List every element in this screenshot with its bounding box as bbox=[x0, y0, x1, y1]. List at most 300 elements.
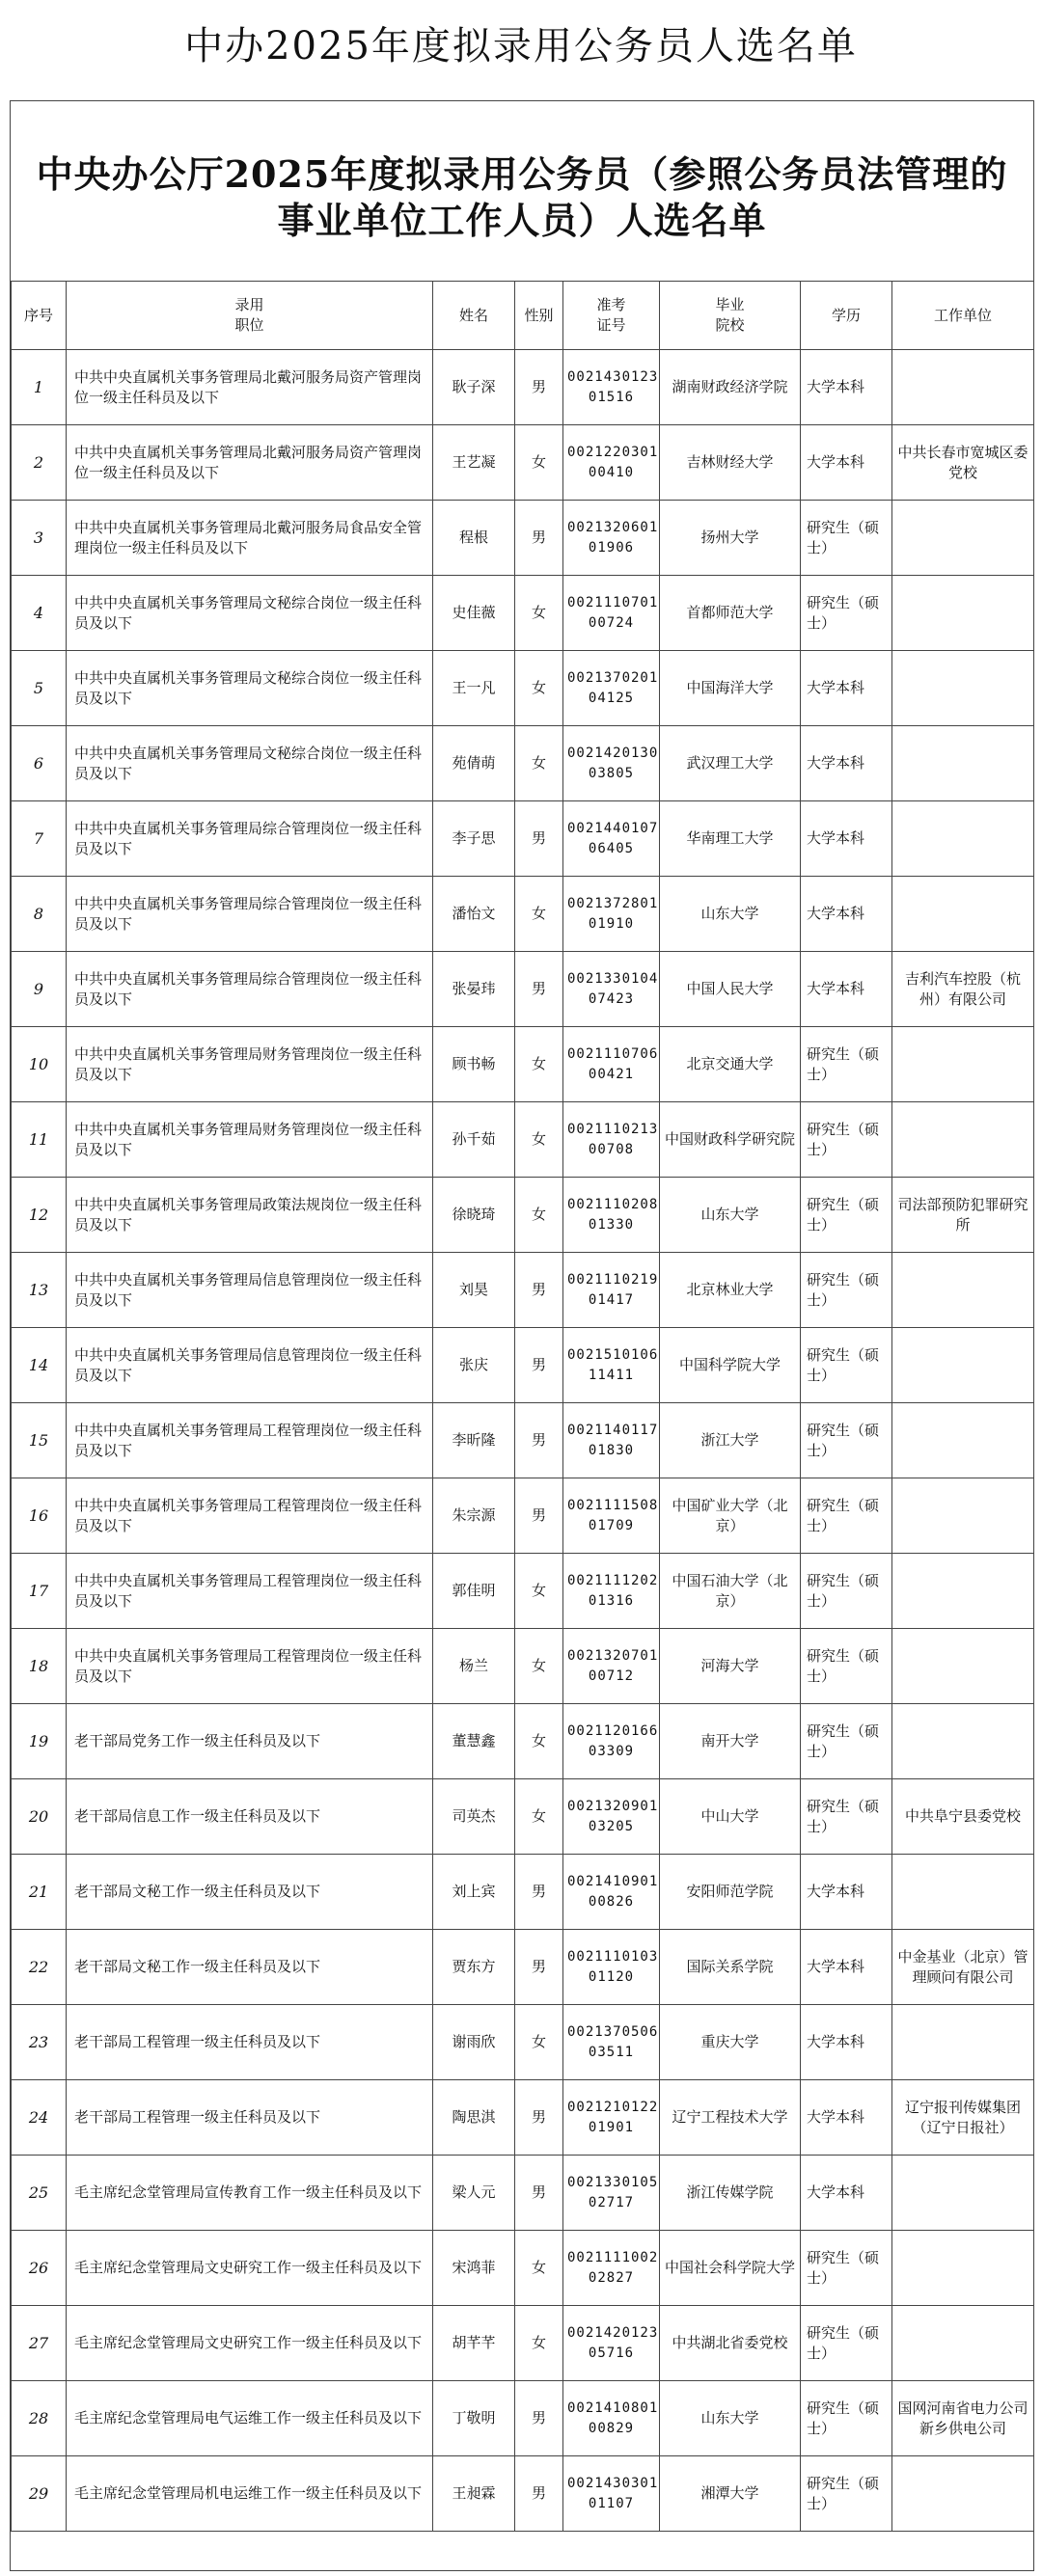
cell-name: 史佳薇 bbox=[433, 576, 515, 651]
cell-ticket bbox=[563, 501, 660, 576]
cell-name: 程根 bbox=[433, 501, 515, 576]
cell-position: 中共中央直属机关事务管理局综合管理岗位一级主任科员及以下 bbox=[67, 952, 433, 1027]
cell-name: 耿子深 bbox=[433, 350, 515, 425]
cell-gender: 女 bbox=[515, 1102, 563, 1178]
cell-gender: 男 bbox=[515, 350, 563, 425]
ticket-line: 0021320701 bbox=[567, 1647, 659, 1664]
ticket-line: 01830 bbox=[588, 1442, 635, 1458]
cell-name: 王艺凝 bbox=[433, 425, 515, 501]
cell-ticket bbox=[563, 2156, 660, 2231]
ticket-line: 01906 bbox=[588, 539, 635, 556]
table-row bbox=[12, 1027, 1034, 1102]
cell-education: 研究生（硕士） bbox=[801, 501, 892, 576]
page-title: 中办2025年度拟录用公务员人选名单 bbox=[184, 24, 858, 68]
cell-index: 1 bbox=[12, 350, 67, 425]
cell-position: 老干部局工程管理一级主任科员及以下 bbox=[67, 2005, 433, 2080]
cell-gender: 男 bbox=[515, 1328, 563, 1403]
cell-education: 大学本科 bbox=[801, 425, 892, 501]
cell-name: 苑倩萌 bbox=[433, 726, 515, 801]
cell-education: 研究生（硕士） bbox=[801, 1178, 892, 1253]
cell-ticket bbox=[563, 1403, 660, 1478]
cell-name: 梁人元 bbox=[433, 2156, 515, 2231]
cell-education: 研究生（硕士） bbox=[801, 1253, 892, 1328]
table-row bbox=[12, 1253, 1034, 1328]
cell-work-unit bbox=[892, 1102, 1034, 1178]
cell-index: 13 bbox=[12, 1253, 67, 1328]
cell-ticket bbox=[563, 425, 660, 501]
cell-school: 中国财政科学研究院 bbox=[660, 1102, 801, 1178]
table-row bbox=[12, 726, 1034, 801]
header-school-line-1: 毕业 bbox=[715, 296, 745, 313]
cell-work-unit: 中共长春市宽城区委党校 bbox=[892, 425, 1034, 501]
cell-school: 首都师范大学 bbox=[660, 576, 801, 651]
ticket-line: 01120 bbox=[588, 1968, 635, 1985]
cell-ticket bbox=[563, 1027, 660, 1102]
cell-index: 14 bbox=[12, 1328, 67, 1403]
ticket-line: 01709 bbox=[588, 1517, 635, 1533]
cell-education: 大学本科 bbox=[801, 2005, 892, 2080]
ticket-line: 0021420123 bbox=[567, 2324, 659, 2341]
cell-gender: 男 bbox=[515, 2381, 563, 2456]
cell-gender: 男 bbox=[515, 1478, 563, 1554]
cell-school: 河海大学 bbox=[660, 1629, 801, 1704]
ticket-line: 03511 bbox=[588, 2044, 635, 2060]
cell-name: 杨兰 bbox=[433, 1629, 515, 1704]
ticket-line: 0021320601 bbox=[567, 519, 659, 535]
header-position bbox=[67, 282, 433, 350]
cell-school: 浙江传媒学院 bbox=[660, 2156, 801, 2231]
cell-name: 丁敬明 bbox=[433, 2381, 515, 2456]
cell-position: 老干部局文秘工作一级主任科员及以下 bbox=[67, 1930, 433, 2005]
ticket-line: 0021110103 bbox=[567, 1948, 659, 1965]
cell-gender: 男 bbox=[515, 2156, 563, 2231]
table-body bbox=[12, 350, 1034, 2532]
ticket-line: 0021110706 bbox=[567, 1045, 659, 1062]
ticket-line: 01901 bbox=[588, 2119, 635, 2135]
cell-position: 中共中央直属机关事务管理局北戴河服务局资产管理岗位一级主任科员及以下 bbox=[67, 350, 433, 425]
cell-work-unit: 中共阜宁县委党校 bbox=[892, 1779, 1034, 1855]
cell-ticket bbox=[563, 877, 660, 952]
cell-name: 胡芊芊 bbox=[433, 2306, 515, 2381]
ticket-line: 02827 bbox=[588, 2269, 635, 2286]
document-title bbox=[11, 151, 1033, 244]
cell-ticket bbox=[563, 2231, 660, 2306]
cell-position: 毛主席纪念堂管理局宣传教育工作一级主任科员及以下 bbox=[67, 2156, 433, 2231]
table-row bbox=[12, 1930, 1034, 2005]
cell-school: 北京交通大学 bbox=[660, 1027, 801, 1102]
cell-work-unit bbox=[892, 1328, 1034, 1403]
ticket-line: 0021110701 bbox=[567, 594, 659, 610]
cell-position: 中共中央直属机关事务管理局文秘综合岗位一级主任科员及以下 bbox=[67, 726, 433, 801]
cell-name: 徐晓琦 bbox=[433, 1178, 515, 1253]
header-index: 序号 bbox=[12, 282, 67, 350]
cell-position: 中共中央直属机关事务管理局政策法规岗位一级主任科员及以下 bbox=[67, 1178, 433, 1253]
table-row bbox=[12, 1478, 1034, 1554]
cell-work-unit bbox=[892, 726, 1034, 801]
cell-index: 9 bbox=[12, 952, 67, 1027]
cell-work-unit bbox=[892, 1629, 1034, 1704]
table-row bbox=[12, 2080, 1034, 2156]
cell-name: 宋鸿菲 bbox=[433, 2231, 515, 2306]
cell-ticket bbox=[563, 2080, 660, 2156]
cell-school: 中国社会科学院大学 bbox=[660, 2231, 801, 2306]
ticket-line: 0021120166 bbox=[567, 1722, 659, 1739]
cell-gender: 女 bbox=[515, 425, 563, 501]
document-frame bbox=[10, 100, 1034, 2571]
cell-school: 山东大学 bbox=[660, 2381, 801, 2456]
cell-position: 毛主席纪念堂管理局机电运维工作一级主任科员及以下 bbox=[67, 2456, 433, 2532]
ticket-line: 0021330105 bbox=[567, 2174, 659, 2190]
ticket-line: 0021220301 bbox=[567, 444, 659, 460]
cell-position: 中共中央直属机关事务管理局文秘综合岗位一级主任科员及以下 bbox=[67, 651, 433, 726]
cell-gender: 女 bbox=[515, 1779, 563, 1855]
cell-work-unit bbox=[892, 1704, 1034, 1779]
cell-school: 武汉理工大学 bbox=[660, 726, 801, 801]
cell-position: 中共中央直属机关事务管理局财务管理岗位一级主任科员及以下 bbox=[67, 1027, 433, 1102]
cell-education: 大学本科 bbox=[801, 1855, 892, 1930]
cell-work-unit bbox=[892, 2306, 1034, 2381]
ticket-line: 0021111508 bbox=[567, 1497, 659, 1513]
cell-position: 老干部局文秘工作一级主任科员及以下 bbox=[67, 1855, 433, 1930]
cell-position: 中共中央直属机关事务管理局综合管理岗位一级主任科员及以下 bbox=[67, 877, 433, 952]
ticket-line: 04125 bbox=[588, 690, 635, 706]
cell-education: 大学本科 bbox=[801, 801, 892, 877]
cell-index: 12 bbox=[12, 1178, 67, 1253]
cell-gender: 女 bbox=[515, 651, 563, 726]
ticket-line: 0021110213 bbox=[567, 1121, 659, 1137]
cell-position: 中共中央直属机关事务管理局综合管理岗位一级主任科员及以下 bbox=[67, 801, 433, 877]
cell-position: 毛主席纪念堂管理局文史研究工作一级主任科员及以下 bbox=[67, 2306, 433, 2381]
cell-school: 浙江大学 bbox=[660, 1403, 801, 1478]
cell-education: 研究生（硕士） bbox=[801, 1478, 892, 1554]
header-gender: 性别 bbox=[515, 282, 563, 350]
cell-position: 中共中央直属机关事务管理局工程管理岗位一级主任科员及以下 bbox=[67, 1403, 433, 1478]
cell-gender: 男 bbox=[515, 1855, 563, 1930]
ticket-line: 03205 bbox=[588, 1818, 635, 1834]
cell-work-unit bbox=[892, 2005, 1034, 2080]
cell-position: 毛主席纪念堂管理局电气运维工作一级主任科员及以下 bbox=[67, 2381, 433, 2456]
header-ticket-line-2: 证号 bbox=[596, 316, 626, 334]
cell-ticket bbox=[563, 801, 660, 877]
cell-education: 研究生（硕士） bbox=[801, 1704, 892, 1779]
table-row bbox=[12, 1328, 1034, 1403]
cell-school: 安阳师范学院 bbox=[660, 1855, 801, 1930]
cell-position: 中共中央直属机关事务管理局北戴河服务局食品安全管理岗位一级主任科员及以下 bbox=[67, 501, 433, 576]
table-row bbox=[12, 1855, 1034, 1930]
cell-position: 老干部局工程管理一级主任科员及以下 bbox=[67, 2080, 433, 2156]
ticket-line: 01417 bbox=[588, 1291, 635, 1308]
table-row bbox=[12, 1102, 1034, 1178]
cell-work-unit: 司法部预防犯罪研究所 bbox=[892, 1178, 1034, 1253]
cell-name: 刘昊 bbox=[433, 1253, 515, 1328]
table-row bbox=[12, 350, 1034, 425]
cell-school: 华南理工大学 bbox=[660, 801, 801, 877]
cell-ticket bbox=[563, 350, 660, 425]
cell-school: 吉林财经大学 bbox=[660, 425, 801, 501]
cell-school: 湘潭大学 bbox=[660, 2456, 801, 2532]
document-title-line-2: 事业单位工作人员）人选名单 bbox=[277, 199, 767, 242]
cell-name: 孙千茹 bbox=[433, 1102, 515, 1178]
cell-work-unit bbox=[892, 2456, 1034, 2532]
ticket-line: 0021320901 bbox=[567, 1798, 659, 1814]
document-title-line-1: 中央办公厅2025年度拟录用公务员（参照公务员法管理的 bbox=[36, 152, 1008, 196]
cell-ticket bbox=[563, 1178, 660, 1253]
cell-name: 王昶霖 bbox=[433, 2456, 515, 2532]
table-row bbox=[12, 2456, 1034, 2532]
table-row bbox=[12, 1403, 1034, 1478]
cell-name: 谢雨欣 bbox=[433, 2005, 515, 2080]
cell-index: 19 bbox=[12, 1704, 67, 1779]
cell-index: 25 bbox=[12, 2156, 67, 2231]
cell-index: 16 bbox=[12, 1478, 67, 1554]
header-position-line-1: 录用 bbox=[234, 296, 264, 313]
ticket-line: 00826 bbox=[588, 1893, 635, 1910]
cell-gender: 女 bbox=[515, 2231, 563, 2306]
cell-education: 研究生（硕士） bbox=[801, 1328, 892, 1403]
cell-work-unit: 辽宁报刊传媒集团（辽宁日报社） bbox=[892, 2080, 1034, 2156]
ticket-line: 01330 bbox=[588, 1216, 635, 1233]
cell-school: 湖南财政经济学院 bbox=[660, 350, 801, 425]
table-row bbox=[12, 952, 1034, 1027]
candidate-table bbox=[11, 281, 1034, 2532]
ticket-line: 0021420130 bbox=[567, 745, 659, 761]
cell-name: 张晏玮 bbox=[433, 952, 515, 1027]
cell-index: 7 bbox=[12, 801, 67, 877]
ticket-line: 0021370201 bbox=[567, 669, 659, 686]
cell-work-unit bbox=[892, 2231, 1034, 2306]
cell-school: 国际关系学院 bbox=[660, 1930, 801, 2005]
cell-gender: 男 bbox=[515, 801, 563, 877]
cell-school: 中国海洋大学 bbox=[660, 651, 801, 726]
cell-work-unit bbox=[892, 801, 1034, 877]
cell-ticket bbox=[563, 1102, 660, 1178]
ticket-line: 00724 bbox=[588, 614, 635, 631]
cell-work-unit bbox=[892, 1478, 1034, 1554]
cell-school: 山东大学 bbox=[660, 1178, 801, 1253]
cell-work-unit bbox=[892, 1855, 1034, 1930]
cell-school: 中国矿业大学（北京） bbox=[660, 1478, 801, 1554]
cell-index: 3 bbox=[12, 501, 67, 576]
table-row bbox=[12, 1554, 1034, 1629]
cell-education: 研究生（硕士） bbox=[801, 1554, 892, 1629]
ticket-line: 0021111202 bbox=[567, 1572, 659, 1588]
cell-work-unit bbox=[892, 1253, 1034, 1328]
table-row bbox=[12, 1704, 1034, 1779]
cell-position: 老干部局信息工作一级主任科员及以下 bbox=[67, 1779, 433, 1855]
cell-index: 2 bbox=[12, 425, 67, 501]
cell-ticket bbox=[563, 2005, 660, 2080]
cell-education: 大学本科 bbox=[801, 726, 892, 801]
cell-education: 研究生（硕士） bbox=[801, 1629, 892, 1704]
cell-education: 大学本科 bbox=[801, 952, 892, 1027]
cell-name: 李昕隆 bbox=[433, 1403, 515, 1478]
ticket-line: 0021410801 bbox=[567, 2400, 659, 2416]
cell-index: 4 bbox=[12, 576, 67, 651]
cell-school: 重庆大学 bbox=[660, 2005, 801, 2080]
cell-position: 中共中央直属机关事务管理局文秘综合岗位一级主任科员及以下 bbox=[67, 576, 433, 651]
table-row bbox=[12, 576, 1034, 651]
cell-gender: 男 bbox=[515, 1930, 563, 2005]
cell-index: 20 bbox=[12, 1779, 67, 1855]
cell-gender: 男 bbox=[515, 1403, 563, 1478]
table-row bbox=[12, 1779, 1034, 1855]
ticket-line: 00410 bbox=[588, 464, 635, 480]
cell-education: 大学本科 bbox=[801, 350, 892, 425]
cell-ticket bbox=[563, 2456, 660, 2532]
cell-name: 司英杰 bbox=[433, 1779, 515, 1855]
ticket-line: 01107 bbox=[588, 2495, 635, 2511]
cell-work-unit bbox=[892, 576, 1034, 651]
ticket-line: 02717 bbox=[588, 2194, 635, 2210]
cell-name: 朱宗源 bbox=[433, 1478, 515, 1554]
ticket-line: 0021210122 bbox=[567, 2099, 659, 2115]
cell-education: 大学本科 bbox=[801, 651, 892, 726]
cell-name: 贾东方 bbox=[433, 1930, 515, 2005]
ticket-line: 01516 bbox=[588, 389, 635, 405]
cell-school: 南开大学 bbox=[660, 1704, 801, 1779]
ticket-line: 0021110219 bbox=[567, 1271, 659, 1288]
cell-index: 27 bbox=[12, 2306, 67, 2381]
ticket-line: 05716 bbox=[588, 2345, 635, 2361]
cell-gender: 女 bbox=[515, 726, 563, 801]
cell-work-unit: 国网河南省电力公司新乡供电公司 bbox=[892, 2381, 1034, 2456]
table-row bbox=[12, 2231, 1034, 2306]
cell-gender: 女 bbox=[515, 2005, 563, 2080]
cell-name: 顾书畅 bbox=[433, 1027, 515, 1102]
ticket-line: 00829 bbox=[588, 2420, 635, 2436]
cell-name: 董慧鑫 bbox=[433, 1704, 515, 1779]
cell-school: 中国人民大学 bbox=[660, 952, 801, 1027]
table-row bbox=[12, 2005, 1034, 2080]
header-work-unit: 工作单位 bbox=[892, 282, 1034, 350]
cell-name: 陶思淇 bbox=[433, 2080, 515, 2156]
cell-school: 中共湖北省委党校 bbox=[660, 2306, 801, 2381]
cell-ticket bbox=[563, 726, 660, 801]
cell-index: 23 bbox=[12, 2005, 67, 2080]
cell-name: 刘上宾 bbox=[433, 1855, 515, 1930]
cell-education: 研究生（硕士） bbox=[801, 576, 892, 651]
header-school bbox=[660, 282, 801, 350]
cell-education: 研究生（硕士） bbox=[801, 1403, 892, 1478]
cell-index: 6 bbox=[12, 726, 67, 801]
header-ticket bbox=[563, 282, 660, 350]
cell-work-unit bbox=[892, 2156, 1034, 2231]
cell-gender: 女 bbox=[515, 1629, 563, 1704]
ticket-line: 0021440107 bbox=[567, 820, 659, 836]
cell-index: 18 bbox=[12, 1629, 67, 1704]
table-row bbox=[12, 2156, 1034, 2231]
ticket-line: 0021330104 bbox=[567, 970, 659, 987]
table-row bbox=[12, 2306, 1034, 2381]
cell-gender: 女 bbox=[515, 1178, 563, 1253]
cell-ticket bbox=[563, 1779, 660, 1855]
cell-index: 24 bbox=[12, 2080, 67, 2156]
header-position-line-2: 职位 bbox=[234, 316, 264, 334]
table-row bbox=[12, 501, 1034, 576]
cell-name: 潘怡文 bbox=[433, 877, 515, 952]
cell-ticket bbox=[563, 1554, 660, 1629]
cell-index: 10 bbox=[12, 1027, 67, 1102]
ticket-line: 0021372801 bbox=[567, 895, 659, 911]
cell-name: 郭佳明 bbox=[433, 1554, 515, 1629]
table-row bbox=[12, 877, 1034, 952]
cell-education: 研究生（硕士） bbox=[801, 1027, 892, 1102]
ticket-line: 00712 bbox=[588, 1668, 635, 1684]
table-row bbox=[12, 801, 1034, 877]
cell-ticket bbox=[563, 2381, 660, 2456]
ticket-line: 0021510106 bbox=[567, 1346, 659, 1363]
header-school-line-2: 院校 bbox=[715, 316, 745, 334]
cell-position: 中共中央直属机关事务管理局工程管理岗位一级主任科员及以下 bbox=[67, 1478, 433, 1554]
cell-position: 中共中央直属机关事务管理局财务管理岗位一级主任科员及以下 bbox=[67, 1102, 433, 1178]
cell-work-unit bbox=[892, 651, 1034, 726]
cell-education: 大学本科 bbox=[801, 877, 892, 952]
ticket-line: 11411 bbox=[588, 1367, 635, 1383]
cell-ticket bbox=[563, 952, 660, 1027]
cell-ticket bbox=[563, 1328, 660, 1403]
ticket-line: 03805 bbox=[588, 765, 635, 781]
cell-index: 28 bbox=[12, 2381, 67, 2456]
ticket-line: 03309 bbox=[588, 1743, 635, 1759]
cell-gender: 男 bbox=[515, 952, 563, 1027]
cell-work-unit: 吉利汽车控股（杭州）有限公司 bbox=[892, 952, 1034, 1027]
cell-position: 中共中央直属机关事务管理局信息管理岗位一级主任科员及以下 bbox=[67, 1328, 433, 1403]
cell-education: 大学本科 bbox=[801, 2080, 892, 2156]
cell-school: 扬州大学 bbox=[660, 501, 801, 576]
cell-work-unit bbox=[892, 1554, 1034, 1629]
cell-ticket bbox=[563, 1855, 660, 1930]
cell-index: 21 bbox=[12, 1855, 67, 1930]
cell-education: 研究生（硕士） bbox=[801, 2231, 892, 2306]
cell-work-unit bbox=[892, 877, 1034, 952]
cell-position: 中共中央直属机关事务管理局工程管理岗位一级主任科员及以下 bbox=[67, 1629, 433, 1704]
cell-index: 17 bbox=[12, 1554, 67, 1629]
cell-ticket bbox=[563, 1478, 660, 1554]
cell-work-unit bbox=[892, 350, 1034, 425]
cell-name: 张庆 bbox=[433, 1328, 515, 1403]
cell-position: 中共中央直属机关事务管理局工程管理岗位一级主任科员及以下 bbox=[67, 1554, 433, 1629]
cell-education: 研究生（硕士） bbox=[801, 1102, 892, 1178]
cell-gender: 男 bbox=[515, 2080, 563, 2156]
header-ticket-line-1: 准考 bbox=[596, 296, 626, 313]
cell-education: 研究生（硕士） bbox=[801, 2381, 892, 2456]
cell-gender: 女 bbox=[515, 1554, 563, 1629]
ticket-line: 0021140117 bbox=[567, 1422, 659, 1438]
cell-education: 大学本科 bbox=[801, 1930, 892, 2005]
cell-school: 辽宁工程技术大学 bbox=[660, 2080, 801, 2156]
cell-position: 中共中央直属机关事务管理局北戴河服务局资产管理岗位一级主任科员及以下 bbox=[67, 425, 433, 501]
cell-gender: 男 bbox=[515, 501, 563, 576]
ticket-line: 0021430301 bbox=[567, 2475, 659, 2491]
cell-index: 15 bbox=[12, 1403, 67, 1478]
cell-position: 老干部局党务工作一级主任科员及以下 bbox=[67, 1704, 433, 1779]
ticket-line: 0021111002 bbox=[567, 2249, 659, 2265]
cell-school: 中山大学 bbox=[660, 1779, 801, 1855]
cell-school: 中国科学院大学 bbox=[660, 1328, 801, 1403]
cell-gender: 女 bbox=[515, 1027, 563, 1102]
table-row bbox=[12, 1629, 1034, 1704]
ticket-line: 06405 bbox=[588, 840, 635, 856]
ticket-line: 01316 bbox=[588, 1592, 635, 1609]
cell-gender: 女 bbox=[515, 2306, 563, 2381]
cell-gender: 女 bbox=[515, 1704, 563, 1779]
ticket-line: 01910 bbox=[588, 915, 635, 932]
ticket-line: 00708 bbox=[588, 1141, 635, 1157]
header-name: 姓名 bbox=[433, 282, 515, 350]
cell-gender: 男 bbox=[515, 1253, 563, 1328]
cell-gender: 女 bbox=[515, 576, 563, 651]
cell-education: 大学本科 bbox=[801, 2156, 892, 2231]
